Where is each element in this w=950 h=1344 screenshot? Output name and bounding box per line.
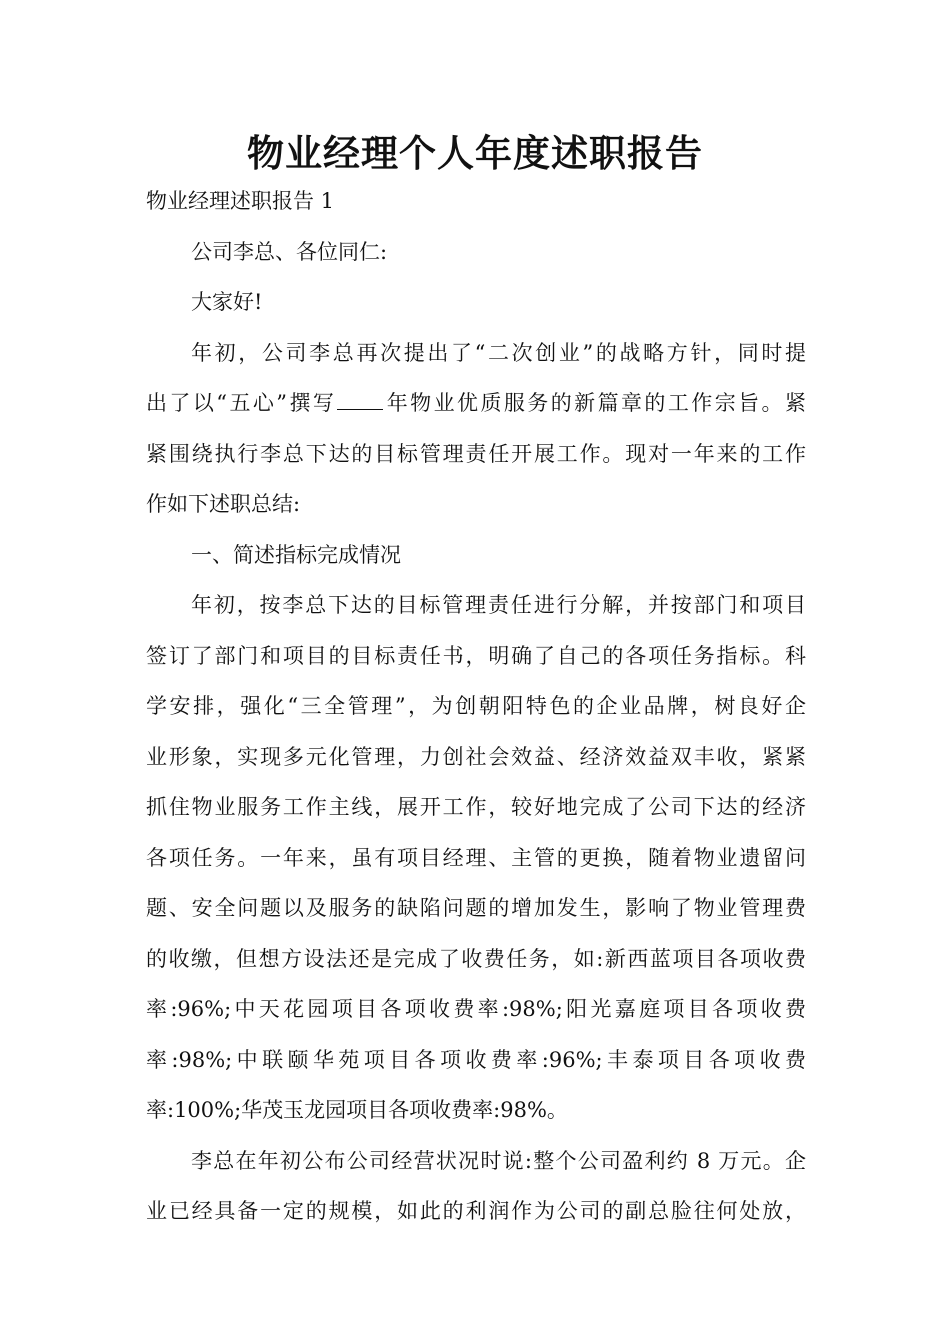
paragraph-2-line: 各项任务。一年来，虽有项目经理、主管的更换，随着物业遗留问 <box>146 845 806 870</box>
paragraph-1-line: 紧围绕执行李总下达的目标管理责任开展工作。现对一年来的工作 <box>146 441 806 466</box>
fill-in-blank <box>337 391 383 410</box>
paragraph-2-line: 签订了部门和项目的目标责任书，明确了自己的各项任务指标。科 <box>146 643 806 668</box>
paragraph-2-line: 率:98%;中联颐华苑项目各项收费率:96%;丰泰项目各项收费 <box>146 1047 806 1072</box>
paragraph-1-line: 作如下述职总结: <box>146 492 301 516</box>
report-subtitle: 物业经理述职报告 1 <box>146 189 335 213</box>
paragraph-2-line: 年初，按李总下达的目标管理责任进行分解，并按部门和项目 <box>191 593 806 617</box>
paragraph-1-text: 年物业优质服务的新篇章的工作宗旨。紧 <box>384 391 806 415</box>
document-body <box>146 176 806 1237</box>
greeting-line: 大家好! <box>191 290 263 314</box>
paragraph-1-line: 年初，公司李总再次提出了“二次创业”的战略方针，同时提 <box>191 340 806 365</box>
paragraph-2-line: 学安排，强化“三全管理”，为创朝阳特色的企业品牌，树良好企 <box>146 694 806 718</box>
paragraph-3-line: 业已经具备一定的规模，如此的利润作为公司的副总脸往何处放， <box>146 1199 806 1223</box>
salutation-line: 公司李总、各位同仁: <box>191 239 388 264</box>
document-title: 物业经理个人年度述职报告 <box>247 131 703 175</box>
paragraph-3-line: 李总在年初公布公司经营状况时说:整个公司盈利约 8 万元。企 <box>191 1148 806 1173</box>
paragraph-2-line: 题、安全问题以及服务的缺陷问题的增加发生，影响了物业管理费 <box>146 896 806 920</box>
paragraph-1-line <box>146 378 806 429</box>
paragraph-2-line: 抓住物业服务工作主线，展开工作，较好地完成了公司下达的经济 <box>146 795 806 819</box>
paragraph-2-line: 的收缴，但想方设法还是完成了收费任务，如:新西蓝项目各项收费 <box>146 946 806 971</box>
section-heading: 一、简述指标完成情况 <box>191 542 401 567</box>
paragraph-2-line: 率:100%;华茂玉龙园项目各项收费率:98%。 <box>146 1098 568 1122</box>
paragraph-2-line: 率:96%;中天花园项目各项收费率:98%;阳光嘉庭项目各项收费 <box>146 997 806 1021</box>
paragraph-2-line: 业形象，实现多元化管理，力创社会效益、经济效益双丰收，紧紧 <box>146 744 806 769</box>
paragraph-1-text: 出了以“五心”撰写 <box>146 391 337 415</box>
